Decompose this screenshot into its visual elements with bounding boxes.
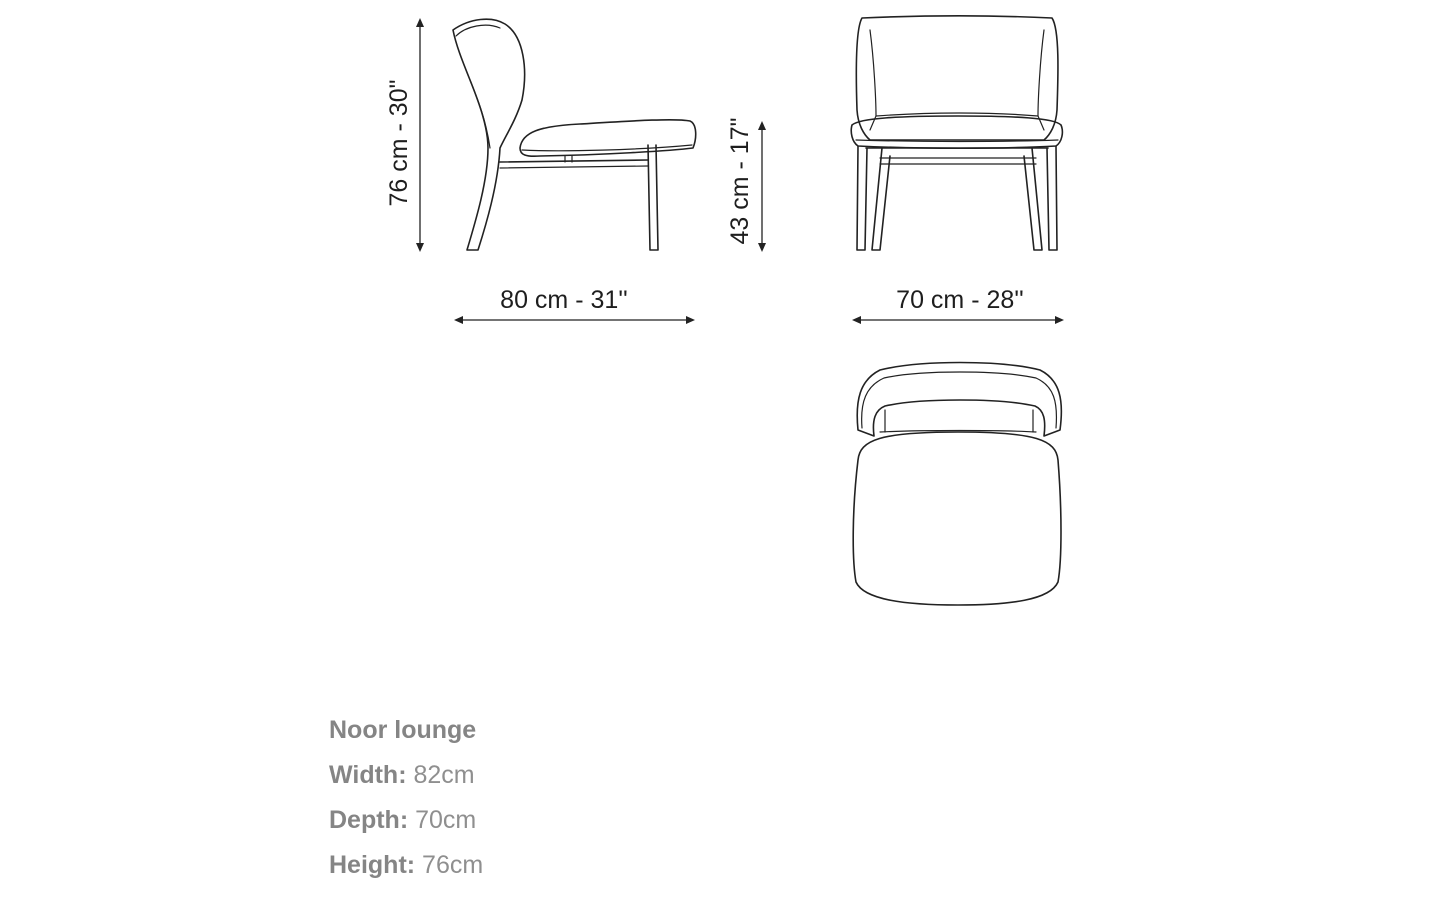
seat-height-dimension (726, 118, 766, 252)
spec-value: 82cm (413, 761, 475, 789)
side-height-dimension (385, 18, 424, 252)
product-name-row (329, 708, 729, 753)
spec-value: 76cm (422, 851, 484, 879)
spec-value: 70cm (415, 806, 477, 834)
spec-row-height (329, 843, 729, 888)
front-width-dimension (852, 286, 1064, 324)
side-height-label: 76 cm - 30" (385, 79, 413, 207)
spec-row-width (329, 753, 729, 798)
spec-list (329, 708, 729, 888)
front-width-label: 70 cm - 28'' (896, 286, 1024, 314)
spec-row-depth (329, 798, 729, 843)
spec-label: Width: (329, 761, 414, 789)
side-width-label: 80 cm - 31'' (500, 286, 628, 314)
spec-label: Height: (329, 851, 423, 879)
front-view-chair (851, 16, 1062, 250)
top-view-chair (853, 363, 1061, 606)
seat-height-label: 43 cm - 17" (726, 117, 754, 245)
product-name: Noor lounge (329, 716, 477, 744)
spec-label: Depth: (329, 806, 416, 834)
side-width-dimension (454, 286, 695, 324)
side-view-chair (453, 19, 696, 250)
